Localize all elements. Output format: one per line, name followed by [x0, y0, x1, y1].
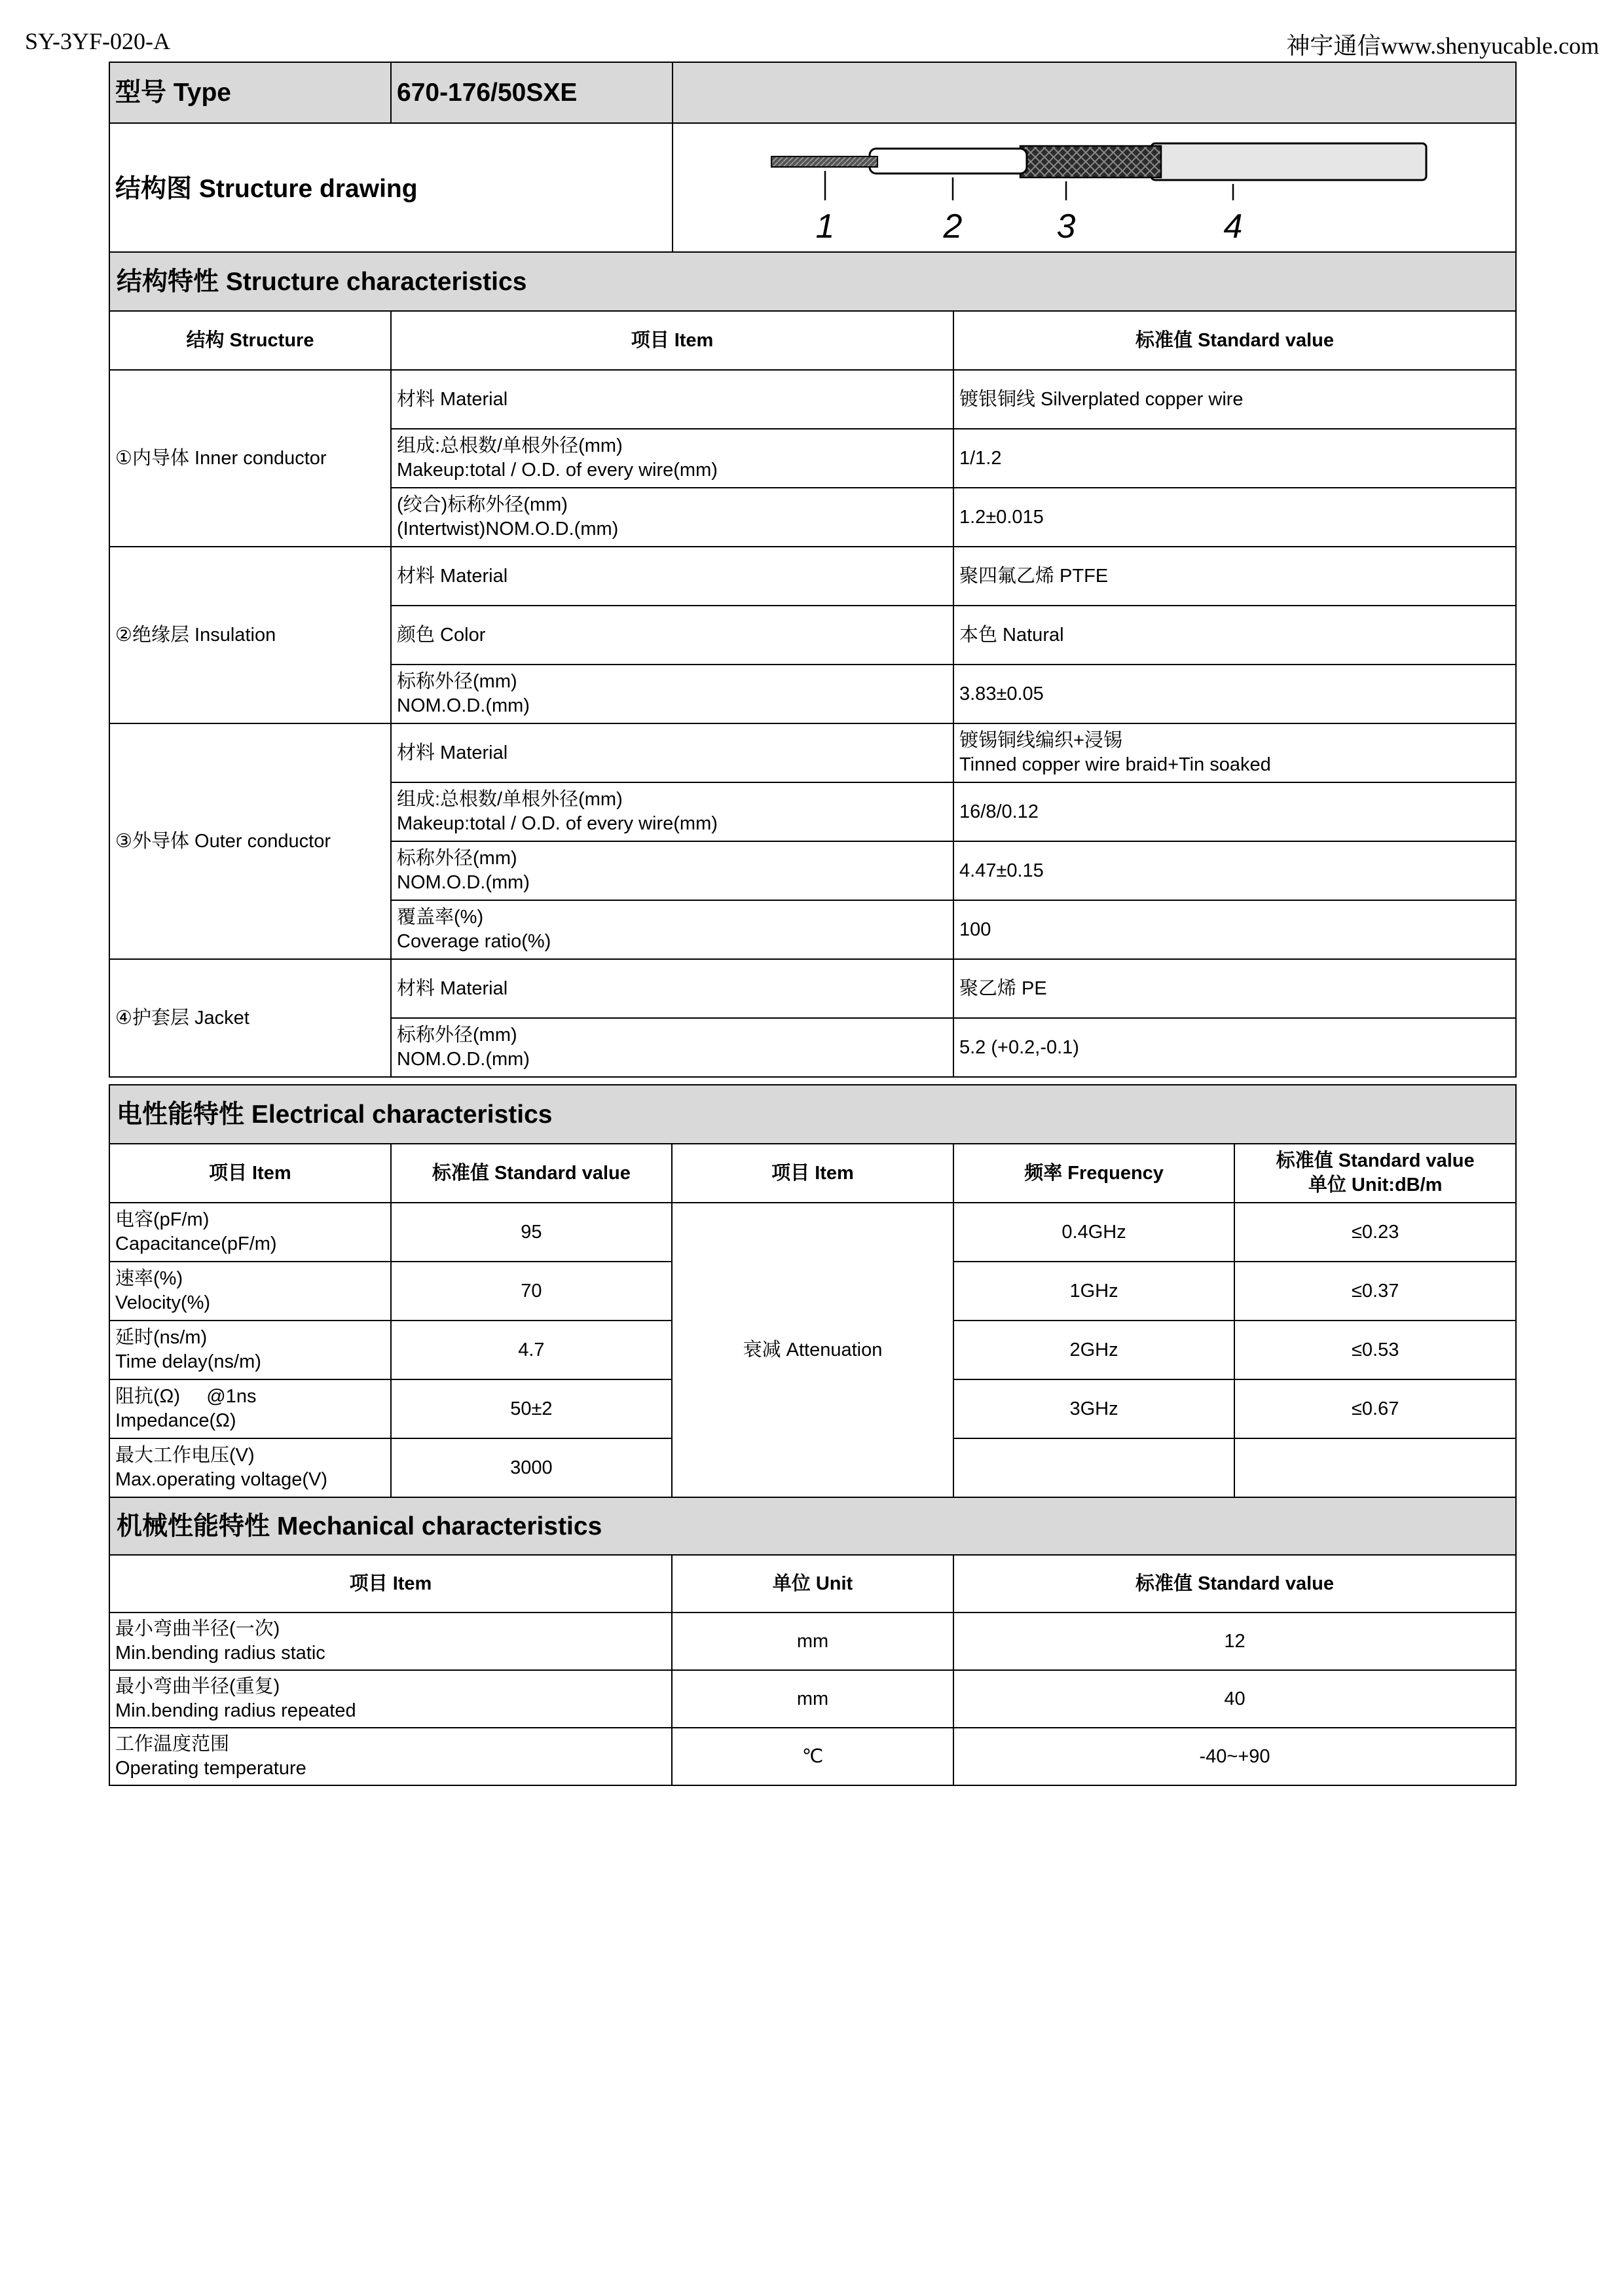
frequency-cell: 1GHz: [953, 1262, 1235, 1321]
value-cell: 本色 Natural: [953, 606, 1516, 665]
frequency-cell: [953, 1438, 1235, 1497]
mechanical-header-unit: 单位 Unit: [672, 1555, 953, 1613]
type-drawing-table: [109, 62, 1517, 255]
drawing-label: 结构图 Structure drawing: [109, 123, 673, 255]
structure-header-structure: 结构 Structure: [109, 311, 391, 370]
item-cell: 材料 Material: [391, 547, 953, 606]
attenuation-cell: ≤0.23: [1234, 1203, 1516, 1262]
mechanical-header-value: 标准值 Standard value: [953, 1555, 1516, 1613]
unit-cell: mm: [672, 1670, 953, 1728]
attenuation-cell: [1234, 1438, 1516, 1497]
item-cell: 延时(ns/m) Time delay(ns/m): [109, 1321, 391, 1379]
type-blank: [673, 62, 1516, 123]
table-row: [109, 370, 1516, 429]
electrical-header-value: 标准值 Standard value: [391, 1144, 673, 1203]
value-cell: 50±2: [391, 1379, 673, 1438]
electrical-header-item: 项目 Item: [109, 1144, 391, 1203]
item-cell: 覆盖率(%) Coverage ratio(%): [391, 900, 953, 959]
structure-table: [109, 251, 1517, 1078]
mechanical-header-item: 项目 Item: [109, 1555, 672, 1613]
frequency-cell: 0.4GHz: [953, 1203, 1235, 1262]
group-jacket: ④护套层 Jacket: [109, 959, 391, 1077]
group-outer-conductor: ③外导体 Outer conductor: [109, 723, 391, 959]
structure-section-title: 结构特性 Structure characteristics: [109, 252, 1516, 311]
table-row: [109, 1670, 1516, 1728]
structure-header-item: 项目 Item: [391, 311, 953, 370]
value-cell: 4.47±0.15: [953, 841, 1516, 900]
group-insulation: ②绝缘层 Insulation: [109, 547, 391, 723]
value-cell: 12: [953, 1613, 1516, 1670]
item-cell: 材料 Material: [391, 370, 953, 429]
item-cell: 电容(pF/m) Capacitance(pF/m): [109, 1203, 391, 1262]
item-cell: 最小弯曲半径(一次) Min.bending radius static: [109, 1613, 672, 1670]
attenuation-label: 衰减 Attenuation: [672, 1203, 953, 1497]
table-row: [109, 1613, 1516, 1670]
unit-cell: mm: [672, 1613, 953, 1670]
mechanical-section-title: 机械性能特性 Mechanical characteristics: [109, 1497, 1516, 1555]
electrical-header-item-2: 项目 Item: [672, 1144, 953, 1203]
attenuation-cell: ≤0.67: [1234, 1379, 1516, 1438]
value-cell: 镀锡铜线编织+浸锡 Tinned copper wire braid+Tin soaked: [953, 723, 1516, 782]
table-row: [109, 1203, 1516, 1262]
callout-1: 1: [815, 207, 835, 246]
electrical-section-title: 电性能特性 Electrical characteristics: [109, 1085, 1516, 1144]
mechanical-table: [109, 1497, 1517, 1786]
value-cell: 40: [953, 1670, 1516, 1728]
table-row: [109, 547, 1516, 606]
item-cell: 最大工作电压(V) Max.operating voltage(V): [109, 1438, 391, 1497]
electrical-header-frequency: 频率 Frequency: [953, 1144, 1235, 1203]
value-cell: 4.7: [391, 1321, 673, 1379]
item-cell: 组成:总根数/单根外径(mm) Makeup:total / O.D. of every wire(mm): [391, 782, 953, 841]
item-cell: 材料 Material: [391, 959, 953, 1018]
item-cell: 最小弯曲半径(重复) Min.bending radius repeated: [109, 1670, 672, 1728]
doc-code: SY-3YF-020-A: [25, 28, 171, 54]
value-cell: 1.2±0.015: [953, 488, 1516, 547]
value-cell: 聚乙烯 PE: [953, 959, 1516, 1018]
electrical-table: [109, 1084, 1517, 1498]
value-cell: 3000: [391, 1438, 673, 1497]
item-cell: 标称外径(mm) NOM.O.D.(mm): [391, 1018, 953, 1077]
attenuation-cell: ≤0.53: [1234, 1321, 1516, 1379]
value-cell: 100: [953, 900, 1516, 959]
item-cell: 阻抗(Ω) @1ns Impedance(Ω): [109, 1379, 391, 1438]
item-cell: 组成:总根数/单根外径(mm) Makeup:total / O.D. of every wire(mm): [391, 429, 953, 488]
braid-layer: [1020, 146, 1161, 177]
type-value: 670-176/50SXE: [391, 62, 673, 123]
group-inner-conductor: ①内导体 Inner conductor: [109, 370, 391, 547]
item-cell: 速率(%) Velocity(%): [109, 1262, 391, 1321]
attenuation-cell: ≤0.37: [1234, 1262, 1516, 1321]
item-cell: 工作温度范围 Operating temperature: [109, 1728, 672, 1785]
structure-drawing-cell: [673, 123, 1516, 255]
structure-header-value: 标准值 Standard value: [953, 311, 1516, 370]
callout-4: 4: [1223, 207, 1243, 246]
item-cell: 标称外径(mm) NOM.O.D.(mm): [391, 665, 953, 723]
value-cell: 16/8/0.12: [953, 782, 1516, 841]
value-cell: 70: [391, 1262, 673, 1321]
table-row: [109, 723, 1516, 782]
frequency-cell: 3GHz: [953, 1379, 1235, 1438]
frequency-cell: 2GHz: [953, 1321, 1235, 1379]
table-row: [109, 1728, 1516, 1785]
value-cell: 镀银铜线 Silverplated copper wire: [953, 370, 1516, 429]
cable-structure-drawing: [673, 125, 1513, 253]
value-cell: 聚四氟乙烯 PTFE: [953, 547, 1516, 606]
unit-cell: ℃: [672, 1728, 953, 1785]
jacket-layer: [1151, 143, 1426, 180]
insulation-layer: [870, 149, 1027, 173]
item-cell: 材料 Material: [391, 723, 953, 782]
table-row: [109, 959, 1516, 1018]
value-cell: 5.2 (+0.2,-0.1): [953, 1018, 1516, 1077]
callout-3: 3: [1056, 207, 1076, 246]
value-cell: 3.83±0.05: [953, 665, 1516, 723]
value-cell: 1/1.2: [953, 429, 1516, 488]
item-cell: (绞合)标称外径(mm) (Intertwist)NOM.O.D.(mm): [391, 488, 953, 547]
callout-2: 2: [943, 207, 963, 246]
item-cell: 标称外径(mm) NOM.O.D.(mm): [391, 841, 953, 900]
value-cell: 95: [391, 1203, 673, 1262]
value-cell: -40~+90: [953, 1728, 1516, 1785]
inner-conductor: [771, 156, 877, 167]
electrical-header-att-value: 标准值 Standard value 单位 Unit:dB/m: [1234, 1144, 1516, 1203]
type-label: 型号 Type: [109, 62, 391, 123]
item-cell: 颜色 Color: [391, 606, 953, 665]
company-website: 神宇通信www.shenyucable.com: [1286, 33, 1599, 59]
